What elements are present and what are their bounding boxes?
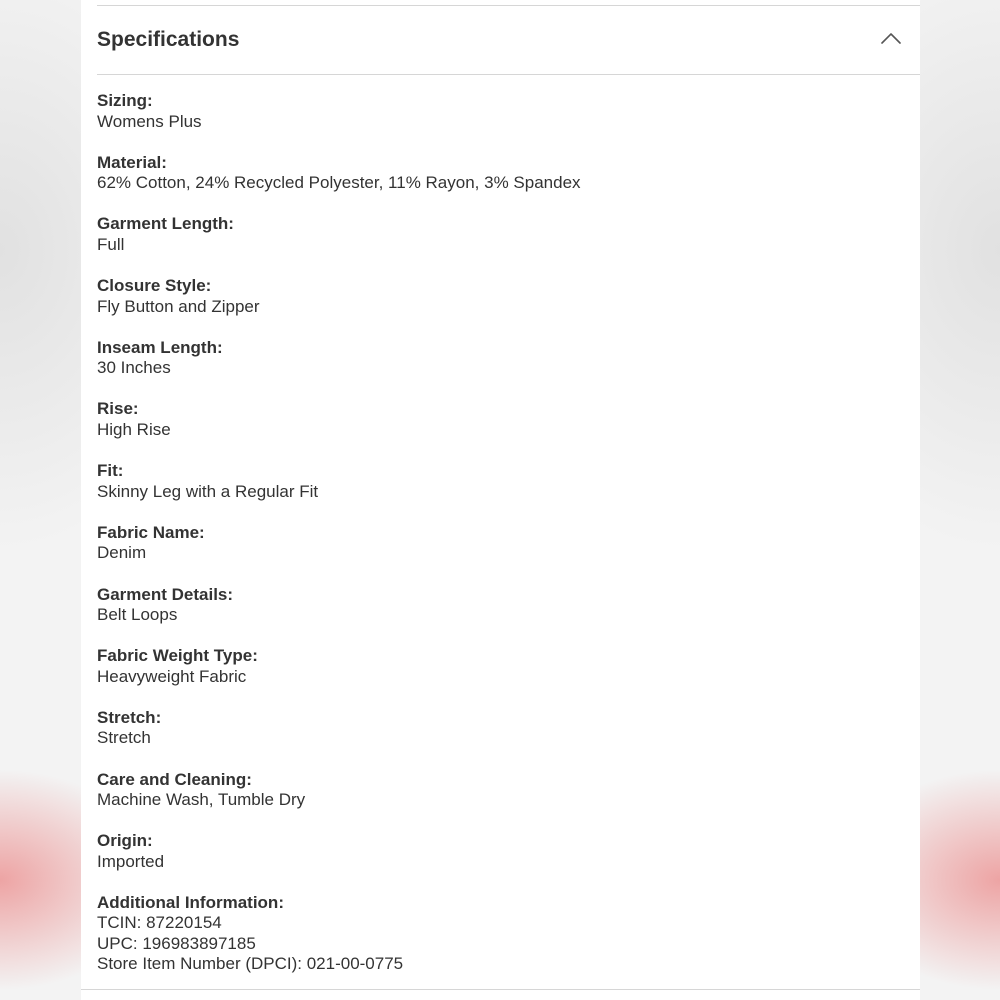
spec-value: Skinny Leg with a Regular Fit: [97, 481, 319, 501]
spec-label: Garment Length:: [97, 214, 234, 234]
specifications-panel: [81, 0, 920, 1000]
spec-item: [97, 646, 900, 687]
spec-label: Sizing:: [97, 91, 153, 110]
spec-value: High Rise: [97, 419, 171, 439]
spec-label: Fit:: [97, 461, 124, 481]
spec-item: [97, 153, 900, 194]
spec-label: Origin:: [97, 831, 153, 851]
spec-label: Additional Information:: [97, 892, 284, 912]
spec-label: Care and Cleaning:: [97, 769, 252, 789]
spec-value: Full: [97, 234, 125, 254]
spec-label: Rise:: [97, 399, 139, 419]
spec-value: Store Item Number (DPCI): 021-00-0775: [97, 954, 404, 974]
section-title: Specifications: [97, 28, 240, 51]
spec-item: [97, 276, 900, 317]
spec-value: UPC: 196983897185: [97, 933, 256, 953]
spec-item: [97, 585, 900, 626]
spec-item: [97, 461, 900, 502]
spec-label: Material:: [97, 152, 167, 172]
spec-label: Garment Details:: [97, 584, 234, 604]
spec-value: Belt Loops: [97, 605, 178, 624]
spec-value: Stretch: [97, 728, 151, 748]
spec-item: [97, 831, 900, 872]
spec-item: [97, 770, 900, 811]
spec-label: Fabric Weight Type:: [97, 646, 258, 666]
spec-value: Womens Plus: [97, 111, 202, 131]
specifications-accordion-header[interactable]: [97, 6, 920, 75]
spec-item: [97, 708, 900, 749]
spec-value: Heavyweight Fabric: [97, 666, 247, 686]
spec-value: 62% Cotton, 24% Recycled Polyester, 11% Rayon, 3% Spandex: [97, 173, 581, 193]
spec-value: 30 Inches: [97, 358, 171, 378]
spec-item: [97, 893, 900, 975]
spec-item: [97, 214, 900, 255]
bottom-divider: [81, 989, 920, 990]
spec-item: [97, 523, 900, 564]
spec-label: Inseam Length:: [97, 337, 223, 357]
chevron-up-icon[interactable]: [880, 28, 902, 50]
spec-label: Closure Style:: [97, 276, 212, 296]
spec-item: [97, 338, 900, 379]
spec-item: [97, 91, 900, 132]
spec-label: Stretch:: [97, 707, 162, 727]
spec-list: [97, 91, 900, 996]
spec-value: Denim: [97, 543, 147, 563]
spec-value: Machine Wash, Tumble Dry: [97, 790, 306, 810]
spec-value: Imported: [97, 851, 165, 871]
spec-item: [97, 399, 900, 440]
spec-value: Fly Button and Zipper: [97, 296, 260, 316]
spec-value: TCIN: 87220154: [97, 913, 222, 933]
spec-label: Fabric Name:: [97, 522, 205, 542]
